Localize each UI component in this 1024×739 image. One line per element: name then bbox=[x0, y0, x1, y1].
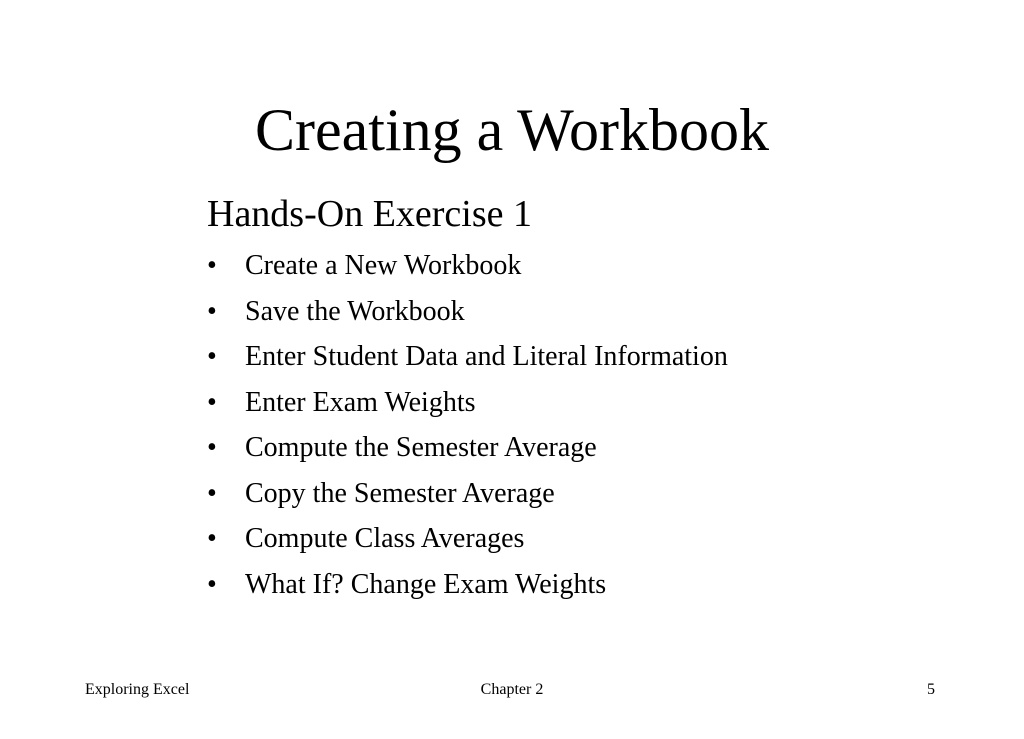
bullet-icon: • bbox=[207, 295, 217, 327]
bullet-icon: • bbox=[207, 432, 217, 463]
bullet-icon: • bbox=[207, 386, 217, 418]
bullet-text: Copy the Semester Average bbox=[245, 477, 555, 509]
bullet-icon: • bbox=[207, 477, 217, 509]
bullet-text: Enter Exam Weights bbox=[245, 386, 476, 418]
bullet-text: Compute the Semester Average bbox=[245, 432, 597, 463]
footer-chapter: Chapter 2 bbox=[480, 681, 544, 698]
bullet-text: Create a New Workbook bbox=[245, 250, 522, 281]
bullet-text: Save the Workbook bbox=[245, 295, 465, 327]
bullet-text: What If? Change Exam Weights bbox=[245, 568, 607, 600]
bullet-icon: • bbox=[207, 523, 217, 554]
slide-subheading: Hands-On Exercise 1 bbox=[207, 193, 533, 235]
bullet-text: Enter Student Data and Literal Information bbox=[245, 341, 728, 372]
bullet-text: Compute Class Averages bbox=[245, 523, 525, 554]
footer-page-number: 5 bbox=[927, 681, 935, 698]
slide-title: Creating a Workbook bbox=[255, 97, 769, 163]
bullet-icon: • bbox=[207, 250, 217, 281]
footer-course-name: Exploring Excel bbox=[85, 681, 190, 698]
bullet-icon: • bbox=[207, 568, 217, 600]
bullet-icon: • bbox=[207, 341, 217, 372]
